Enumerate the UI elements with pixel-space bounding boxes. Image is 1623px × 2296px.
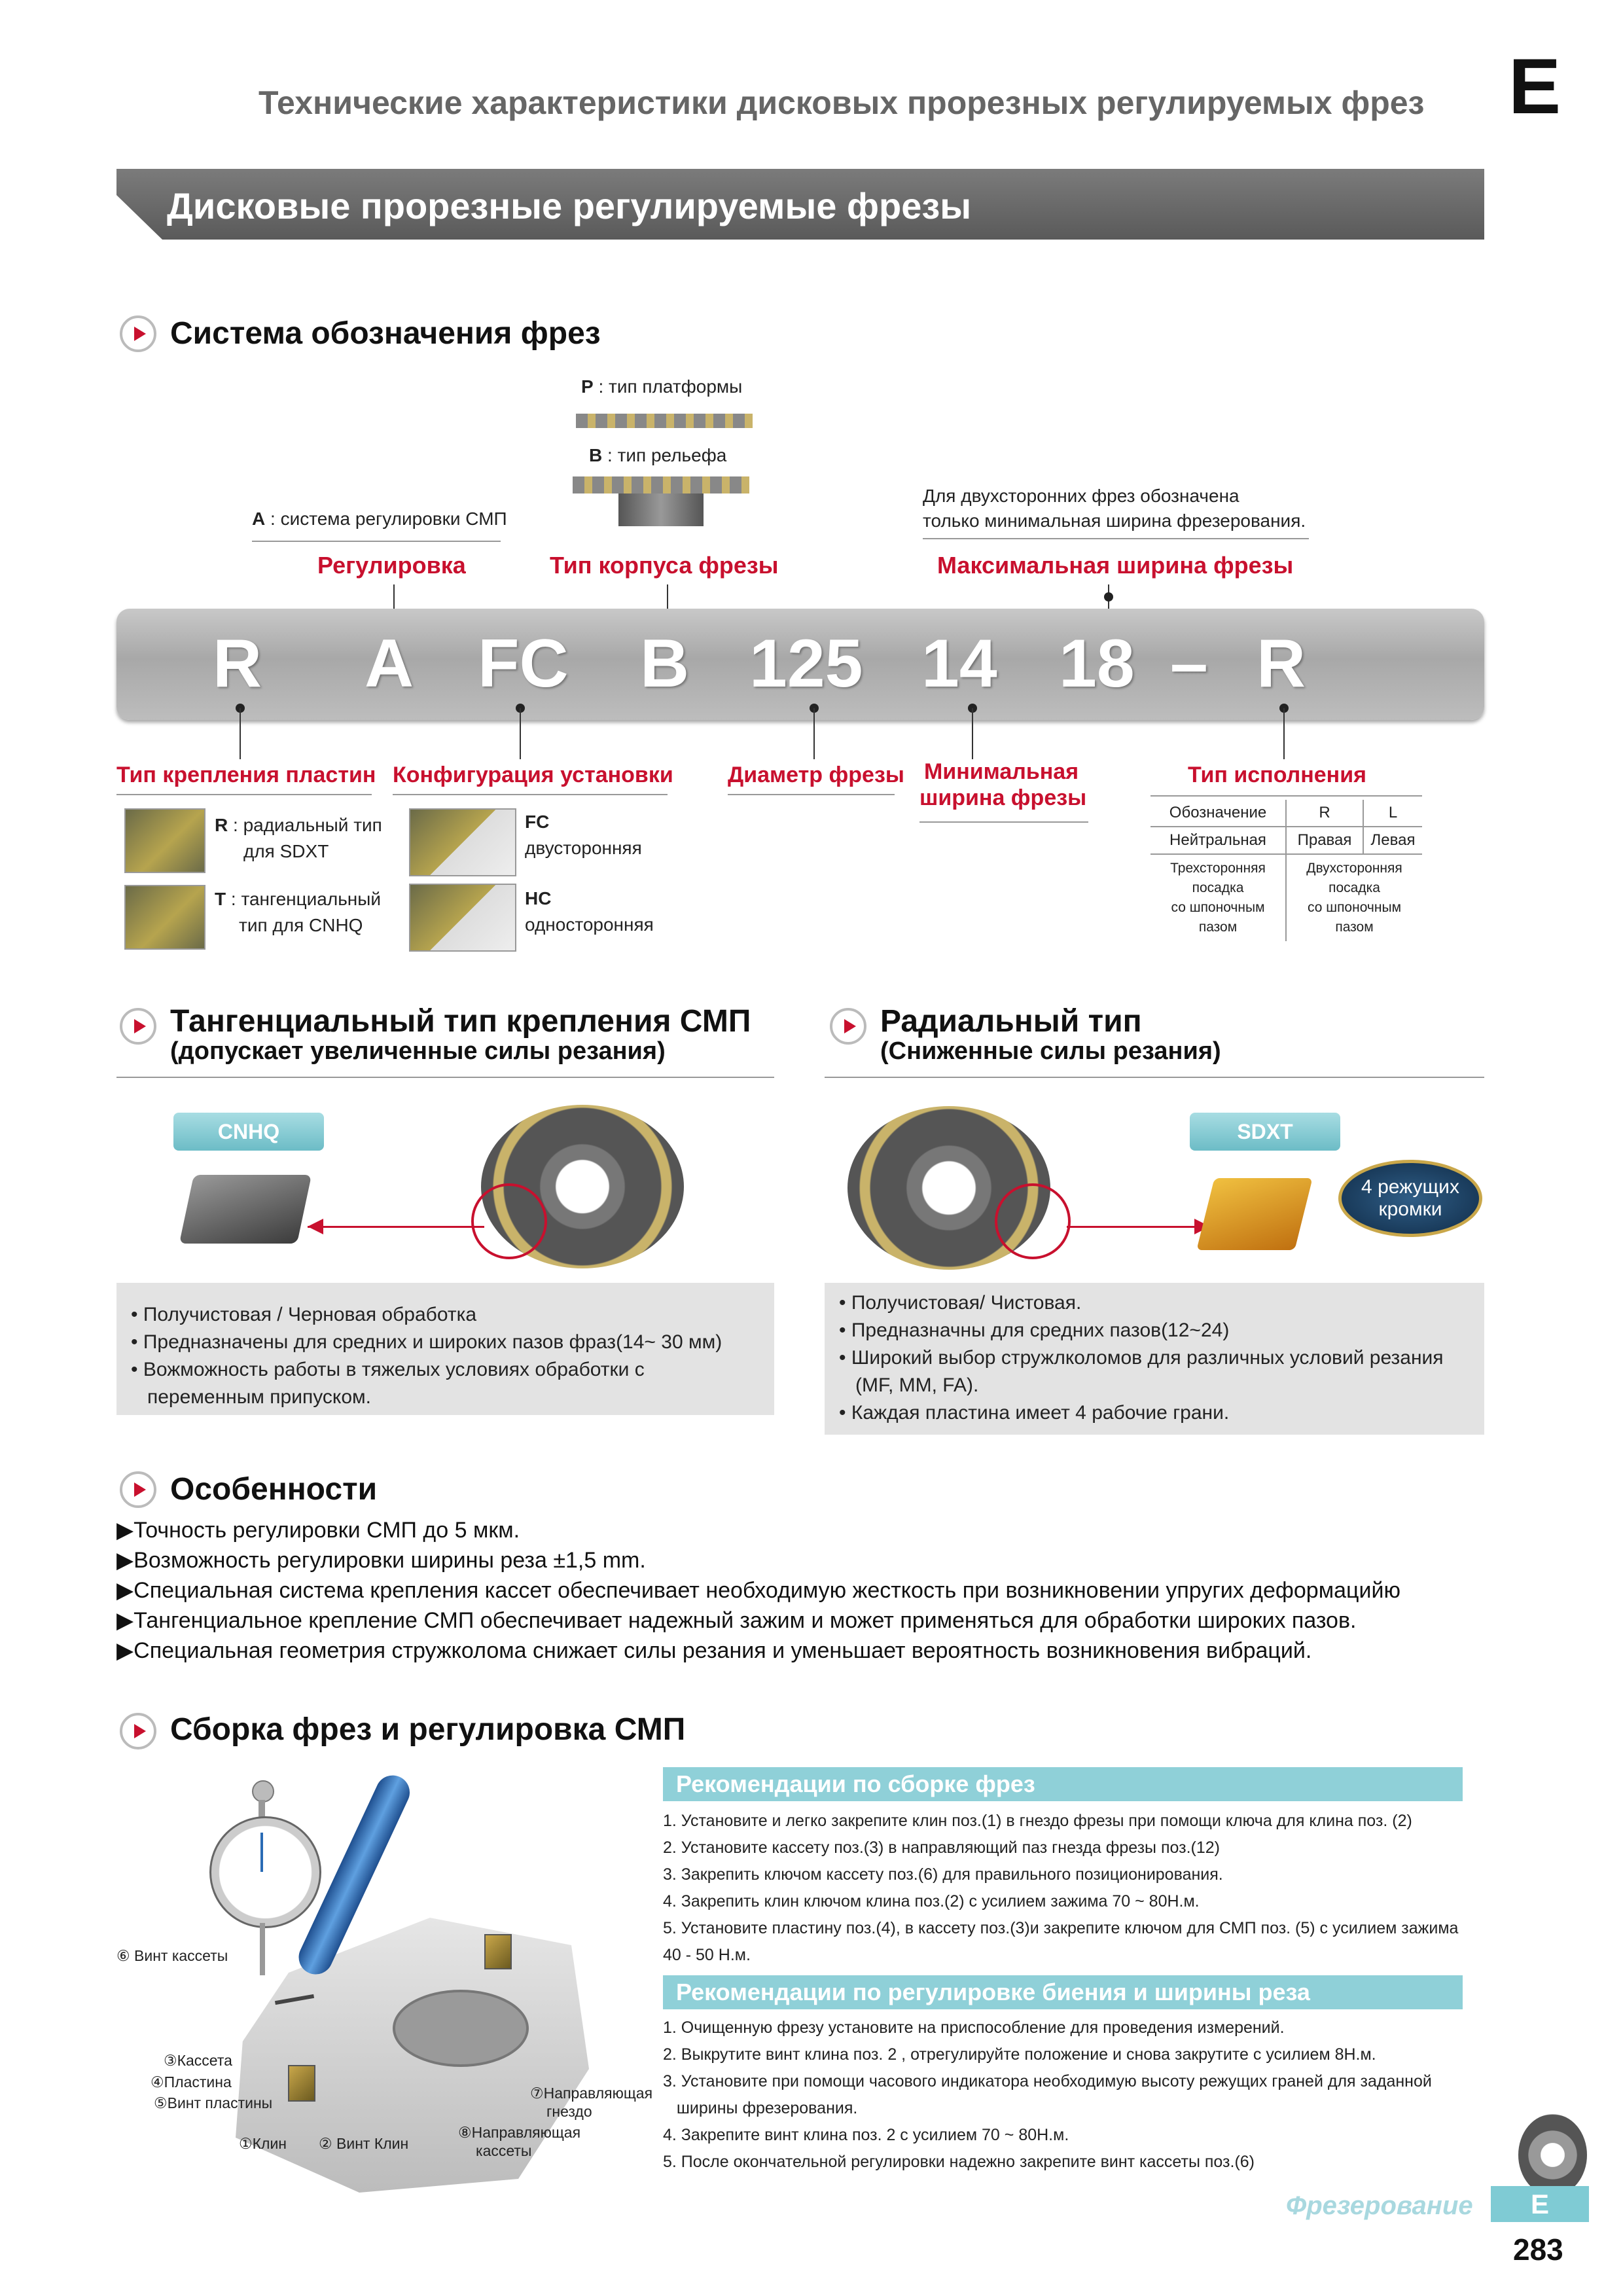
bullet: • Получистовая / Черновая обработка xyxy=(131,1304,477,1325)
rec-assembly-list xyxy=(663,1808,1481,1969)
feature-item: ▶Специальная система крепления кассет обеспечивает необходимую жесткость при возникновении упругих деформацийю xyxy=(116,1578,1400,1603)
highlight-circle xyxy=(995,1183,1071,1259)
code-char-config: FC xyxy=(478,626,569,702)
rec-step: 1. Установите и легко закрепите клин поз.(1) в гнездо фрезы при помощи ключа для клина поз. (2) xyxy=(663,1812,1412,1830)
rec-step: 2. Установите кассету поз.(3) в направляющий паз гнезда фрезы поз.(12) xyxy=(663,1839,1221,1857)
config-hc-text: односторонняя xyxy=(525,914,654,935)
tangential-title: Тангенциальный тип крепления СМП xyxy=(170,1004,751,1039)
double-side-note-1: Для двухсторонних фрез обозначена xyxy=(923,486,1240,506)
code-char-clamp: R xyxy=(213,626,262,702)
cnhq-badge: CNHQ xyxy=(173,1113,324,1151)
bullet: • Предназначены для средних и широких пазов фраз(14~ 30 мм) xyxy=(131,1331,722,1353)
connector xyxy=(1283,708,1285,759)
pointer-arrow-head xyxy=(308,1219,323,1234)
feature-item: ▶Возможность регулировки ширины реза ±1,5 mm. xyxy=(116,1548,646,1573)
sdxt-badge: SDXT xyxy=(1190,1113,1340,1151)
features-list xyxy=(116,1515,1478,1666)
rec-step: ширины фрезерования. xyxy=(663,2099,858,2117)
rec-step: 3. Установите при помощи часового индикатора необходимую высоту режущих граней для заданной xyxy=(663,2072,1432,2090)
section-arrow-icon xyxy=(120,1713,156,1749)
features-title: Особенности xyxy=(170,1472,378,1507)
p-type-label: P : тип платформы xyxy=(581,376,743,397)
rec-adjust-list xyxy=(663,2015,1481,2176)
double-sided-config-image xyxy=(409,808,516,876)
pointer-arrow-line xyxy=(308,1226,484,1228)
exec-left: Левая xyxy=(1363,827,1422,854)
rec-step: 5. После окончательной регулировки надежно закрепите винт кассеты поз.(6) xyxy=(663,2153,1255,2171)
milling-cutter-icon xyxy=(1518,2114,1587,2196)
clamp-t-line1: T : тангенциальный xyxy=(215,889,382,909)
designation-title: Система обозначения фрез xyxy=(170,316,601,351)
section-arrow-icon xyxy=(120,1471,156,1508)
rec-step: 3. Закрепить ключом кассету поз.(6) для правильного позиционирования. xyxy=(663,1865,1223,1884)
relief-cutter-hub xyxy=(618,493,704,526)
radial-insert-image xyxy=(124,808,205,873)
label-min-width-2: ширина фрезы xyxy=(919,785,1087,810)
four-edges-badge: 4 режущих кромки xyxy=(1338,1160,1482,1237)
rec-step: 1. Очищенную фрезу установите на приспособление для проведения измерений. xyxy=(663,2018,1285,2037)
callout-guide-socket-1: ⑦Направляющая xyxy=(530,2085,653,2102)
callout-cassette: ③Кассета xyxy=(164,2052,232,2069)
callout-wedge: ①Клин xyxy=(239,2135,287,2152)
clamp-r-line2: для SDXT xyxy=(243,841,329,861)
exec-neutral: Нейтральная xyxy=(1150,827,1286,854)
label-exec-type: Тип исполнения xyxy=(1188,762,1366,787)
code-char-body: B xyxy=(640,626,690,702)
tangential-bullets-box xyxy=(116,1283,774,1415)
feature-item: ▶Специальная геометрия стружколома снижает силы резания и уменьшает вероятность возникновения вибраций. xyxy=(116,1638,1312,1663)
exec-three-sided: Трехсторонняя посадка со шпоночным пазом xyxy=(1150,854,1286,941)
highlight-circle xyxy=(471,1183,547,1259)
exec-header-l: L xyxy=(1363,800,1422,827)
cnhq-insert-image xyxy=(179,1175,312,1244)
tangential-insert-image xyxy=(124,885,205,950)
section-arrow-icon xyxy=(120,1008,156,1045)
footer-letter: E xyxy=(1491,2186,1589,2222)
a-type-label: A : система регулировки СМП xyxy=(252,509,507,529)
config-fc-text: двусторонняя xyxy=(525,838,642,858)
bullet: • Вожможность работы в тяжелых условиях обработки с xyxy=(131,1359,645,1380)
code-char-exec: R xyxy=(1257,626,1306,702)
connector xyxy=(520,708,521,759)
code-char-max-width: 18 xyxy=(1059,626,1135,702)
section-arrow-icon xyxy=(830,1008,866,1045)
label-adjust: Регулировка xyxy=(317,552,466,579)
section-arrow-icon xyxy=(120,315,156,352)
cutter-bore xyxy=(393,1990,529,2067)
pointer-arrow-line xyxy=(1067,1226,1198,1228)
connector xyxy=(972,708,973,759)
code-char-dash: – xyxy=(1170,626,1208,702)
config-hc-code: HC xyxy=(525,888,552,908)
relief-cutter-image xyxy=(573,476,749,493)
radial-title: Радиальный тип xyxy=(880,1004,1142,1039)
label-config: Конфигурация установки xyxy=(393,762,673,787)
code-char-diameter: 125 xyxy=(749,626,863,702)
dial-indicator-knob xyxy=(252,1780,274,1803)
footer-category: Фрезерование xyxy=(1286,2191,1473,2220)
callout-guide-socket-2: гнездо xyxy=(546,2103,592,2120)
bullet: переменным припуском. xyxy=(131,1386,371,1408)
callout-cassette-guide-1: ⑧Направляющая xyxy=(458,2124,581,2141)
callout-cassette-screw: ⑥ Винт кассеты xyxy=(116,1947,228,1964)
label-min-width-1: Минимальная xyxy=(924,759,1079,784)
rec-step: 4. Закрепить клин ключом клина поз.(2) с усилием зажима 70 ~ 80Н.м. xyxy=(663,1892,1200,1910)
b-type-label: B : тип рельефа xyxy=(589,445,727,465)
a-label-underline xyxy=(252,541,501,542)
section-rule xyxy=(116,1077,774,1078)
rec-step: 5. Установите пластину поз.(4), в кассету поз.(3)и закрепите ключом для СМП поз. (5) с усилием зажима 40 - 50 Н.м. xyxy=(663,1919,1459,1964)
note-underline xyxy=(923,538,1309,539)
underline xyxy=(393,794,668,795)
callout-insert-screw: ⑤Винт пластины xyxy=(154,2094,273,2111)
rec-step: 4. Закрепите винт клина поз. 2 с усилием 70 ~ 80Н.м. xyxy=(663,2126,1069,2144)
sdxt-insert-image xyxy=(1196,1178,1312,1250)
insert-cassette-image xyxy=(288,2065,315,2102)
bullet: • Широкий выбор стружлколомов для различных условий резания xyxy=(839,1347,1444,1369)
connector xyxy=(813,708,815,759)
connector xyxy=(240,708,241,759)
exec-right: Правая xyxy=(1286,827,1363,854)
config-fc-code: FC xyxy=(525,812,550,832)
code-char-min-width: 14 xyxy=(921,626,997,702)
section-rule xyxy=(825,1077,1484,1078)
exec-two-sided: Двухсторонняя посадка со шпоночным пазом xyxy=(1286,854,1422,941)
bullet: • Получистовая/ Чистовая. xyxy=(839,1292,1082,1314)
code-char-adjust: A xyxy=(365,626,414,702)
underline xyxy=(728,794,895,795)
label-diameter: Диаметр фрезы xyxy=(728,762,904,787)
single-sided-config-image xyxy=(409,884,516,952)
dial-needle xyxy=(260,1833,263,1872)
exec-header-code: Обозначение xyxy=(1169,804,1267,821)
label-clamp-type: Тип крепления пластин xyxy=(116,762,376,787)
radial-subtitle: (Сниженные силы резания) xyxy=(880,1037,1221,1065)
callout-wedge-screw: ② Винт Клин xyxy=(319,2135,409,2152)
feature-item: ▶Точность регулировки СМП до 5 мкм. xyxy=(116,1518,520,1543)
rec-assembly-heading: Рекомендации по сборке фрез xyxy=(663,1767,1463,1801)
rec-step: 2. Выкрутите винт клина поз. 2 , отрегулируйте положение и снова закрутите с усилием 8Н.м. xyxy=(663,2045,1376,2064)
page-header-title: Технические характеристики дисковых прорезных регулируемых фрез xyxy=(259,84,1425,121)
clamp-r-line1: R : радиальный тип xyxy=(215,815,382,835)
tangential-subtitle: (допускает увеличенные силы резания) xyxy=(170,1037,666,1065)
label-max-width: Максимальная ширина фрезы xyxy=(937,552,1294,579)
radial-bullets-box xyxy=(825,1283,1484,1435)
callout-cassette-guide-2: кассеты xyxy=(476,2142,532,2159)
clamp-t-line2: тип для CNHQ xyxy=(239,915,363,935)
bullet: • Предназначны для средних пазов(12~24) xyxy=(839,1319,1230,1341)
feature-item: ▶Тангенциальное крепление СМП обеспечивает надежный зажим и может применяться для обработки широких пазов. xyxy=(116,1608,1357,1633)
callout-insert: ④Пластина xyxy=(151,2073,232,2090)
platform-cutter-image xyxy=(576,414,753,428)
rec-adjust-heading: Рекомендации по регулировке биения и ширины реза xyxy=(663,1975,1463,2009)
assembly-title: Сборка фрез и регулировка СМП xyxy=(170,1712,686,1747)
dial-probe xyxy=(260,1923,265,1975)
band-title: Дисковые прорезные регулируемые фрезы xyxy=(167,185,972,226)
underline xyxy=(116,794,372,795)
underline xyxy=(919,821,1088,823)
dial-indicator-icon xyxy=(209,1816,321,1928)
page-number: 283 xyxy=(1513,2233,1563,2267)
bullet: • Каждая пластина имеет 4 рабочие грани. xyxy=(839,1402,1230,1424)
exec-header-r: R xyxy=(1286,800,1363,827)
connector-dot xyxy=(1104,592,1113,601)
exec-type-table xyxy=(1150,800,1422,941)
bullet: (MF, MM, FA). xyxy=(839,1374,979,1396)
exec-table-top-rule xyxy=(1150,795,1422,797)
double-side-note-2: только минимальная ширина фрезерования. xyxy=(923,511,1306,531)
section-letter: E xyxy=(1508,43,1561,130)
insert-cassette-image xyxy=(484,1934,512,1969)
label-body-type: Тип корпуса фрезы xyxy=(550,552,779,579)
